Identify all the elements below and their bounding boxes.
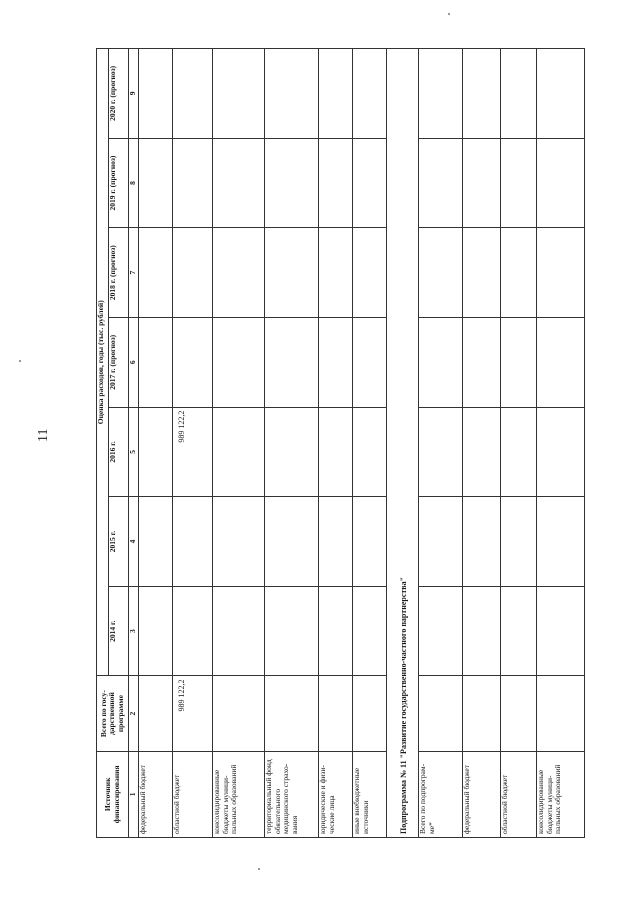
value-cell (537, 586, 585, 676)
table-row (537, 49, 585, 838)
value-cell (419, 586, 463, 676)
value-cell (463, 497, 501, 587)
value-cell (213, 228, 265, 318)
value-cell (463, 228, 501, 318)
source-cell: иные внебюджетные источники (353, 751, 387, 837)
value-cell (173, 497, 213, 587)
value-cell (501, 317, 537, 407)
scan-speck (19, 360, 21, 362)
table-row (139, 49, 173, 838)
value-cell (265, 138, 319, 228)
table-row (501, 49, 537, 838)
value-cell (319, 138, 353, 228)
header-total: Всего по госу-дарственной программе (97, 676, 129, 751)
table-row (173, 49, 213, 838)
total-cell: 989 122,2 (173, 676, 213, 751)
header-source: Источник финансирования (97, 751, 129, 837)
table-row (213, 49, 265, 838)
value-cell (173, 228, 213, 318)
table-row (265, 49, 319, 838)
value-cell (501, 228, 537, 318)
total-cell (319, 676, 353, 751)
value-cell (173, 138, 213, 228)
value-cell (213, 49, 265, 139)
column-number: 6 (129, 317, 139, 407)
source-cell: областной бюджет (173, 751, 213, 837)
table-body-part2 (419, 49, 585, 838)
total-cell (419, 676, 463, 751)
page-number: 11 (36, 428, 51, 442)
header-year: 2019 г. (прогноз) (109, 138, 129, 228)
total-cell (463, 676, 501, 751)
table-row (463, 49, 501, 838)
value-cell (537, 228, 585, 318)
value-cell (463, 317, 501, 407)
total-cell (537, 676, 585, 751)
source-cell: консолидированные бюджеты муници-пальных образований (213, 751, 265, 837)
total-cell (213, 676, 265, 751)
total-cell (501, 676, 537, 751)
value-cell (353, 497, 387, 587)
header-year: 2015 г. (109, 497, 129, 587)
source-cell: юридические и физи-ческие лица (319, 751, 353, 837)
value-cell (501, 586, 537, 676)
value-cell (353, 586, 387, 676)
value-cell (319, 49, 353, 139)
value-cell (353, 138, 387, 228)
value-cell (353, 317, 387, 407)
source-cell: федеральный бюджет (139, 751, 173, 837)
value-cell (419, 317, 463, 407)
scan-speck (258, 868, 260, 870)
value-cell (537, 407, 585, 497)
value-cell (419, 138, 463, 228)
value-cell (265, 407, 319, 497)
value-cell (501, 138, 537, 228)
value-cell (265, 586, 319, 676)
value-cell (463, 586, 501, 676)
rotated-table-container (96, 48, 585, 838)
source-cell: консолидированные бюджеты муници-пальных образований (537, 751, 585, 837)
value-cell (319, 586, 353, 676)
value-cell (319, 317, 353, 407)
column-number: 9 (129, 49, 139, 139)
source-cell: территориальный фонд обязательного медицинского страхо-вания (265, 751, 319, 837)
value-cell (213, 497, 265, 587)
value-cell: 989 122,2 (173, 407, 213, 497)
value-cell (419, 49, 463, 139)
section-header-body (387, 49, 419, 838)
value-cell (463, 49, 501, 139)
column-number: 1 (129, 751, 139, 837)
header-year: 2020 г. (прогноз) (109, 49, 129, 139)
scan-speck (448, 13, 450, 15)
total-cell (353, 676, 387, 751)
value-cell (419, 407, 463, 497)
value-cell (319, 228, 353, 318)
value-cell (501, 407, 537, 497)
value-cell (139, 586, 173, 676)
value-cell (139, 49, 173, 139)
table-row (319, 49, 353, 838)
value-cell (353, 407, 387, 497)
value-cell (463, 138, 501, 228)
value-cell (501, 497, 537, 587)
total-cell (265, 676, 319, 751)
column-number: 2 (129, 676, 139, 751)
value-cell (319, 407, 353, 497)
source-cell: областной бюджет (501, 751, 537, 837)
value-cell (537, 317, 585, 407)
header-year: 2016 г. (109, 407, 129, 497)
value-cell (265, 317, 319, 407)
header-year: 2014 г. (109, 586, 129, 676)
value-cell (419, 228, 463, 318)
value-cell (173, 317, 213, 407)
value-cell (353, 49, 387, 139)
value-cell (139, 317, 173, 407)
header-estimate: Оценка расходов, годы (тыс. рублей) (97, 49, 109, 676)
source-cell: федеральный бюджет (463, 751, 501, 837)
column-number: 4 (129, 497, 139, 587)
value-cell (353, 228, 387, 318)
source-cell: Всего по подпрограм-ме* (419, 751, 463, 837)
column-number: 7 (129, 228, 139, 318)
section-title: Подпрограмма № 11 "Развитие государственно-частного партнерства" (387, 49, 419, 838)
value-cell (213, 407, 265, 497)
value-cell (537, 497, 585, 587)
column-number: 5 (129, 407, 139, 497)
value-cell (419, 497, 463, 587)
value-cell (537, 49, 585, 139)
column-number: 8 (129, 138, 139, 228)
value-cell (265, 497, 319, 587)
total-cell (139, 676, 173, 751)
table-row (419, 49, 463, 838)
value-cell (265, 228, 319, 318)
value-cell (265, 49, 319, 139)
value-cell (213, 586, 265, 676)
value-cell (173, 586, 213, 676)
header-year: 2018 г. (прогноз) (109, 228, 129, 318)
value-cell (173, 49, 213, 139)
table-body-part1 (139, 49, 387, 838)
value-cell (213, 138, 265, 228)
header-year: 2017 г. (прогноз) (109, 317, 129, 407)
value-cell (463, 407, 501, 497)
value-cell (213, 317, 265, 407)
value-cell (139, 407, 173, 497)
column-number: 3 (129, 586, 139, 676)
value-cell (537, 138, 585, 228)
value-cell (139, 228, 173, 318)
value-cell (139, 138, 173, 228)
table-row (353, 49, 387, 838)
value-cell (319, 497, 353, 587)
value-cell (139, 497, 173, 587)
value-cell (501, 49, 537, 139)
funding-table (96, 48, 585, 838)
